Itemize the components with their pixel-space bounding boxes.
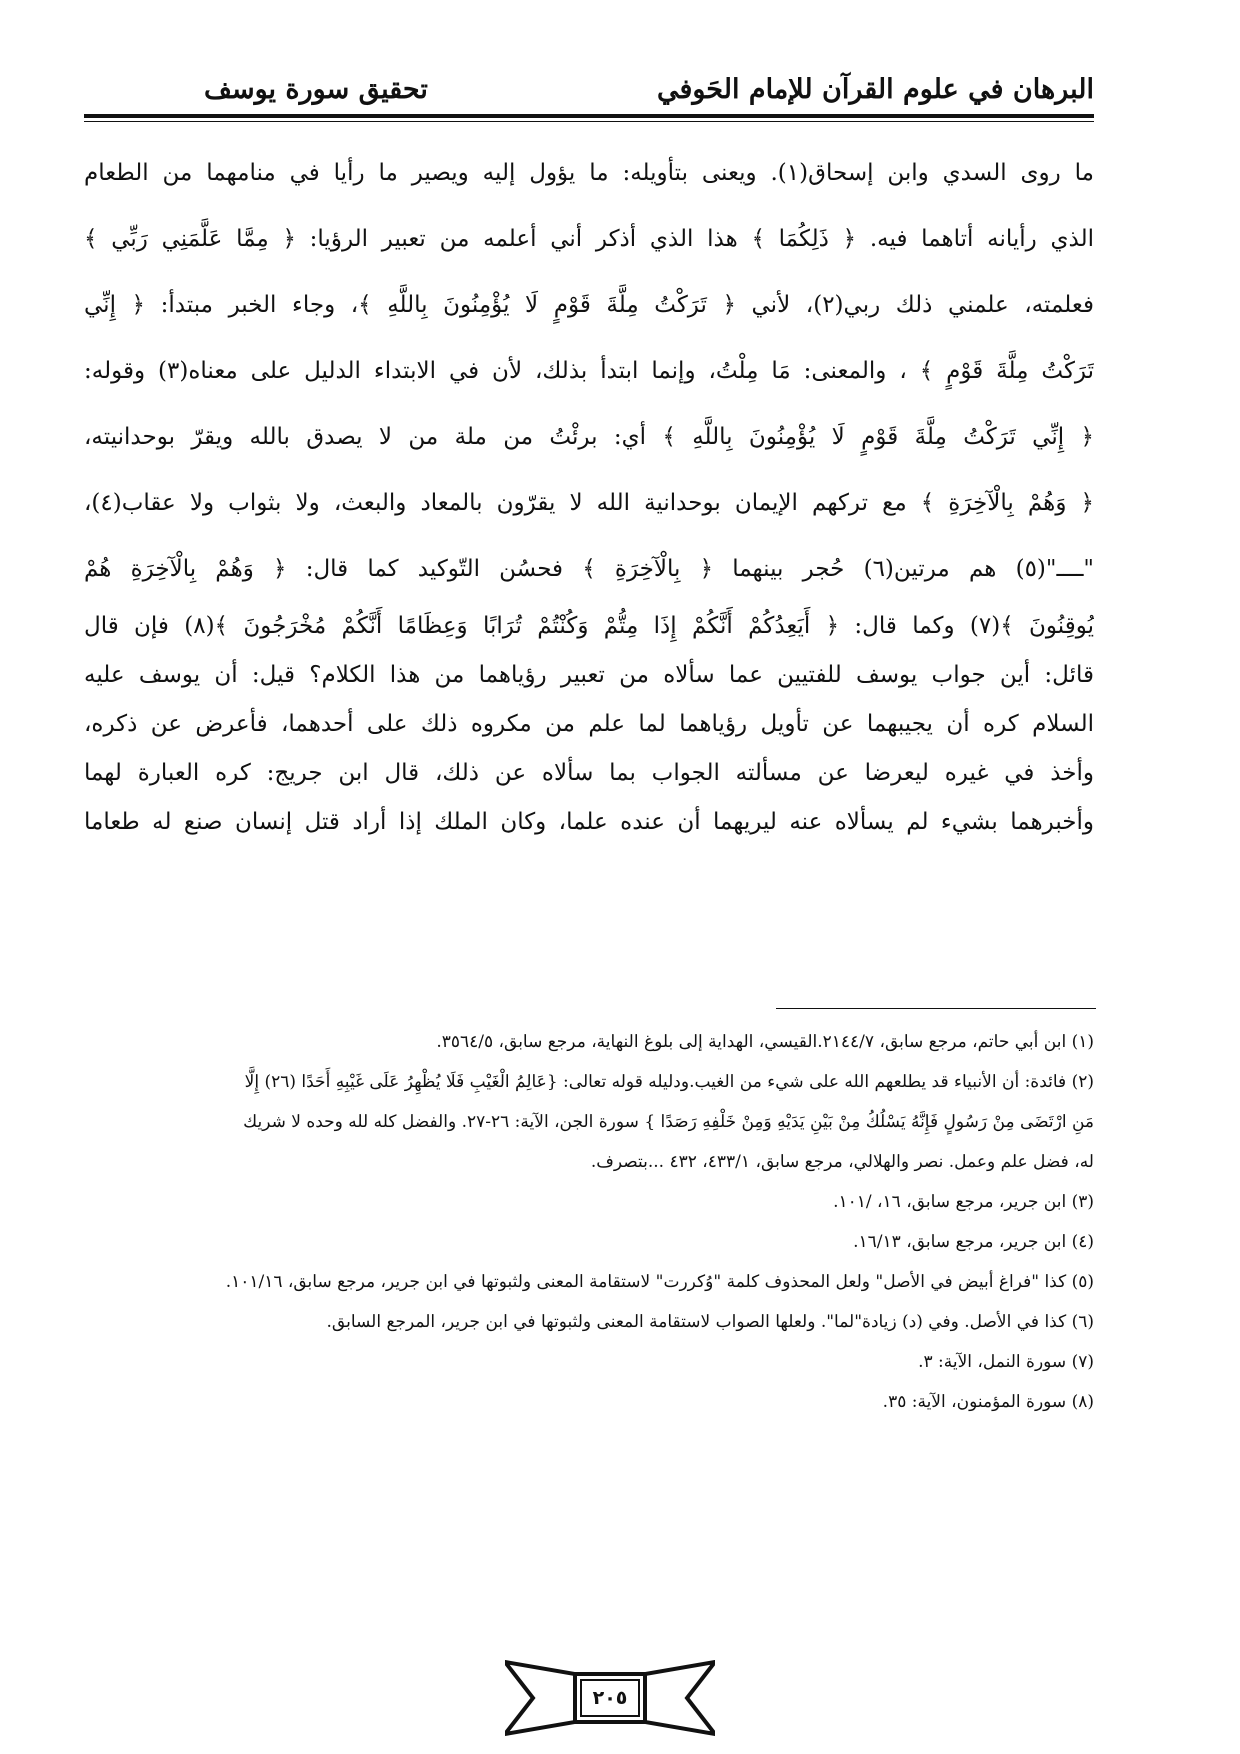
book-title: البرهان في علوم القرآن للإمام الحَوفي — [656, 74, 1094, 105]
footnote: (٣) ابن جرير، مرجع سابق، ١٦، /١٠١. — [833, 1192, 1094, 1212]
text-line: فعلمته، علمني ذلك ربي(٢)، لأني ﴿ تَرَكْتُ مِلَّةَ قَوْمٍ لَا يُؤْمِنُونَ بِاللَّهِ ﴾، وجاء الخبر مبتدأ: ﴿ إِنِّي — [84, 292, 1094, 318]
header-rule-thick — [84, 114, 1094, 118]
footnotes — [108, 1022, 1094, 1422]
footnote-separator — [776, 1008, 1096, 1009]
running-header — [84, 74, 1094, 110]
footnote: (٨) سورة المؤمنون، الآية: ٣٥. — [882, 1392, 1094, 1412]
text-line: ما روى السدي وابن إسحاق(١). ويعنى بتأويله: ما يؤول إليه ويصير ما رأيا في منامهما من الطعام — [84, 160, 1094, 186]
main-text — [84, 140, 1094, 847]
footnote-continuation: مَنِ ارْتَضَى مِنْ رَسُولٍ فَإِنَّهُ يَسْلُكُ مِنْ بَيْنِ يَدَيْهِ وَمِنْ خَلْفِهِ رَصَدًا } سورة الجن، الآية: ٢٦-٢٧. والفضل كله لله وحده لا شريك — [243, 1112, 1094, 1132]
page-number: ٢٠٥ — [592, 1687, 628, 1709]
text-line: السلام كره أن يجيبهما عن تأويل رؤياهما لما علم من مكروه ذلك على أحدهما، فأعرض عن ذكره، — [84, 711, 1094, 737]
footnote: (٦) كذا في الأصل. وفي (د) زيادة"لما". ولعلها الصواب لاستقامة المعنى ولثبوتها في ابن جرير، المرجع السابق. — [326, 1312, 1094, 1332]
header-rule-thin — [84, 121, 1094, 122]
text-line: تَرَكْتُ مِلَّةَ قَوْمٍ ﴾ ، والمعنى: مَا مِلْتُ، وإنما ابتدأ بذلك، لأن في الابتداء الدليل على معناه(٣) وقوله: — [84, 358, 1094, 384]
footnote-continuation: له، فضل علم وعمل. نصر والهلالي، مرجع سابق، ٤٣٣/١، ٤٣٢ ...بتصرف. — [590, 1152, 1094, 1172]
text-line: ﴿ إِنِّي تَرَكْتُ مِلَّةَ قَوْمٍ لَا يُؤْمِنُونَ بِاللَّهِ ﴾ أي: برئْتُ من ملة من لا يصدق بالله ويقرّ بوحدانيته، — [84, 424, 1094, 450]
page-number-ornament — [505, 1660, 715, 1736]
text-line: وأخذ في غيره ليعرضا عن مسألته الجواب بما سألاه عن ذلك، قال ابن جريج: كره العبارة لهما — [84, 760, 1094, 786]
text-line: يُوقِنُونَ ﴾(٧) وكما قال: ﴿ أَيَعِدُكُمْ أَنَّكُمْ إِذَا مِتُّمْ وَكُنْتُمْ تُرَابًا وَعِظَامًا أَنَّكُمْ مُخْرَجُونَ ﴾(٨) فإن قال — [84, 613, 1094, 639]
footnote: (٢) فائدة: أن الأنبياء قد يطلعهم الله على شيء من الغيب.ودليله قوله تعالى: {عَالِمُ الْغَيْبِ فَلَا يُظْهِرُ عَلَى غَيْبِهِ أَحَدًا (٢٦) إِلَّا — [244, 1072, 1094, 1092]
text-line: قائل: أين جواب يوسف للفتيين عما سألاه من تعبير رؤياهما من هذا الكلام؟ قيل: أن يوسف عليه — [84, 662, 1094, 688]
footnote: (٧) سورة النمل، الآية: ٣. — [918, 1352, 1094, 1372]
footnote: (٤) ابن جرير، مرجع سابق، ١٦/١٣. — [853, 1232, 1094, 1252]
footnote: (١) ابن أبي حاتم، مرجع سابق، ٢١٤٤/٧.القيسي، الهداية إلى بلوغ النهاية، مرجع سابق، ٣٥٦٤/٥. — [436, 1032, 1094, 1052]
text-line: وأخبرهما بشيء لم يسألاه عنه ليريهما أن عنده علما، وكان الملك إذا أراد قتل إنسان صنع له طعاما — [84, 809, 1094, 835]
footnote: (٥) كذا "فراغ أبيض في الأصل" ولعل المحذوف كلمة "وُكررت" لاستقامة المعنى ولثبوتها في ابن جرير، مرجع سابق، ١٠١/١٦. — [225, 1272, 1094, 1292]
text-line: الذي رأيانه أتاهما فيه. ﴿ ذَلِكُمَا ﴾ هذا الذي أذكر أني أعلمه من تعبير الرؤيا: ﴿ مِمَّا عَلَّمَنِي رَبِّي ﴾ — [84, 226, 1094, 252]
text-line: "ــــ"(٥) هم مرتين(٦) حُجر بينهما ﴿ بِالْآخِرَةِ ﴾ فحسُن التّوكيد كما قال: ﴿ وَهُمْ بِالْآخِرَةِ هُمْ — [84, 556, 1094, 582]
chapter-title: تحقيق سورة يوسف — [204, 74, 428, 105]
text-line: ﴿ وَهُمْ بِالْآخِرَةِ ﴾ مع تركهم الإيمان بوحدانية الله لا يقرّون بالمعاد والبعث، ولا بثواب ولا عقاب(٤)، — [84, 490, 1094, 516]
